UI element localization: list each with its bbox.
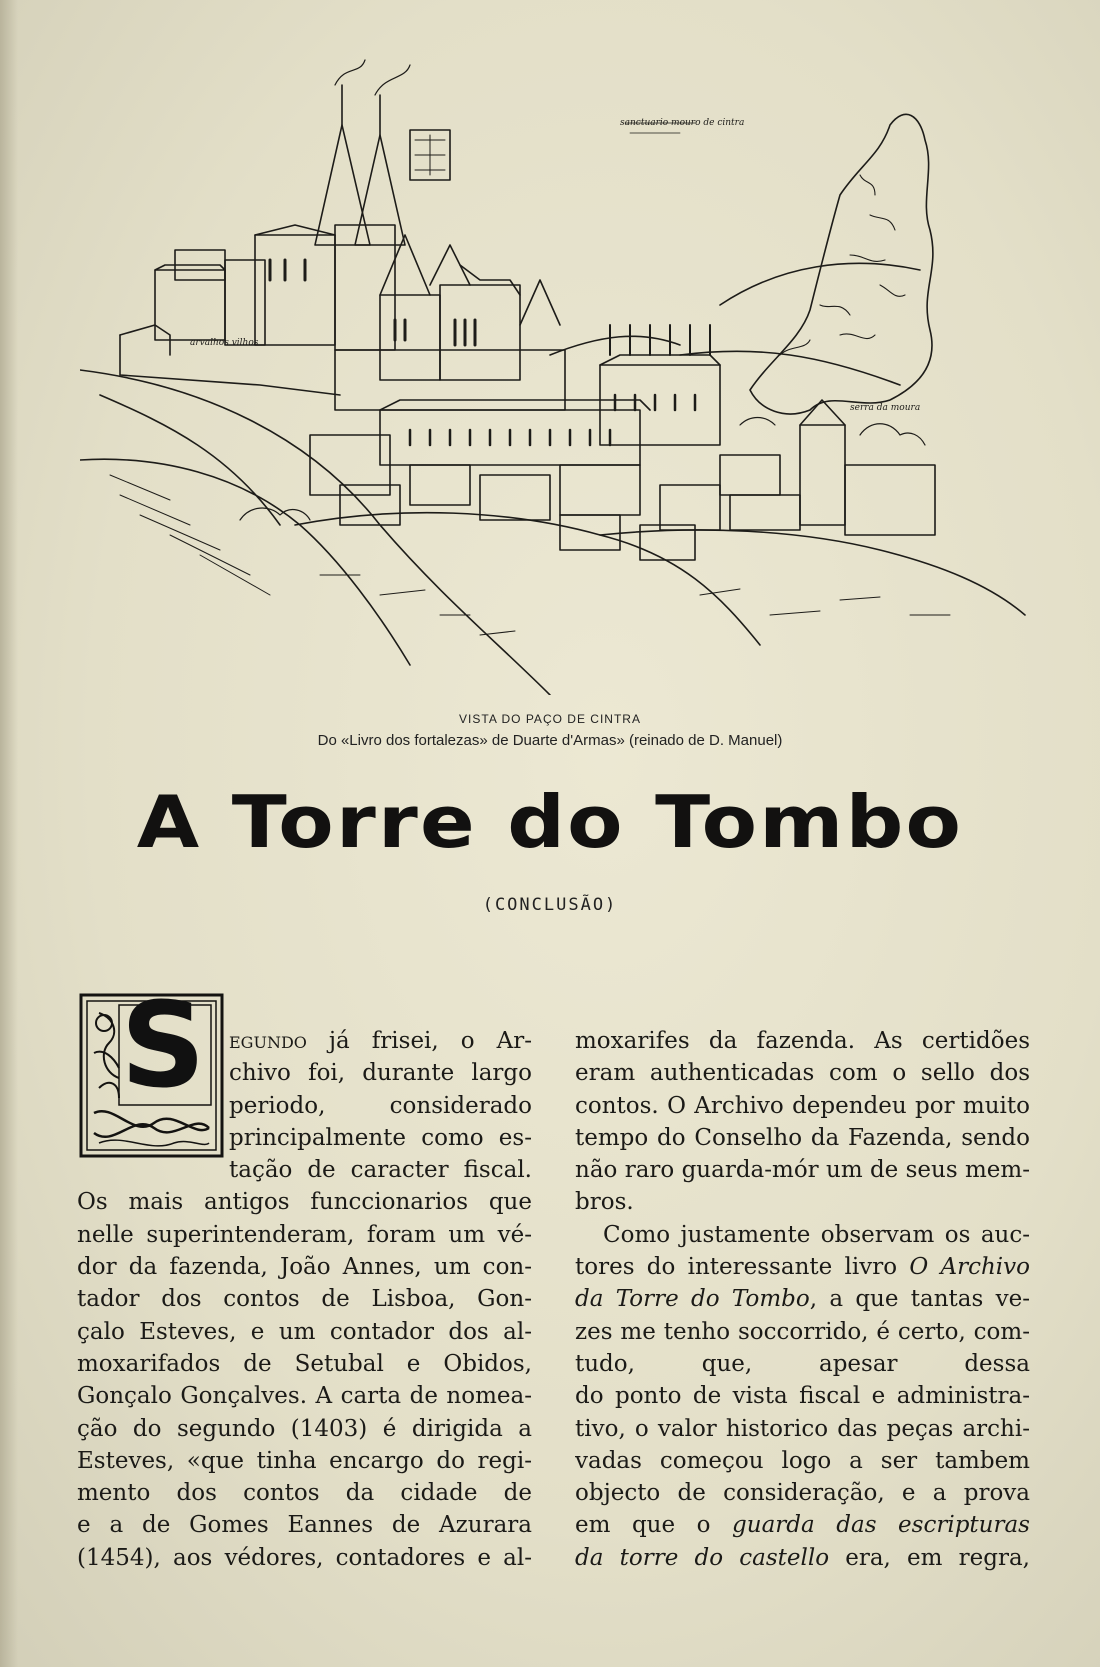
text-line (575, 1251, 1030, 1283)
text-line: tivo, o valor historico das peças archi- (575, 1415, 1030, 1442)
small-caps-word: egundo (229, 1028, 307, 1054)
italic-title: O Archivo (909, 1254, 1030, 1281)
text-span: já frisei, o Ar- (306, 1028, 532, 1054)
text-line: tempo do Conselho da Fazenda, sendo (575, 1124, 1030, 1151)
text-line: Esteves, «que tinha encargo do regi- (77, 1447, 532, 1474)
text-line (77, 1025, 532, 1057)
text-line: moxarifes da fazenda. As certidões (575, 1028, 1030, 1054)
text-line: e a de Gomes Eannes de Azurara (77, 1512, 532, 1539)
text-span: em que o (575, 1512, 733, 1539)
text-line: do ponto de vista fiscal e administra- (575, 1383, 1030, 1410)
text-line: principalmente como es- (229, 1124, 532, 1151)
text-line: não raro guarda-mór um de seus mem- (575, 1157, 1030, 1184)
illustration-label: arvalhos vilhos (190, 338, 259, 348)
palace-illustration (80, 55, 1030, 695)
text-line: eram authenticadas com o sello dos (575, 1060, 1030, 1087)
text-line: chivo foi, durante largo (229, 1060, 532, 1087)
text-line: periodo, considerado (229, 1092, 532, 1119)
text-line: objecto de consideração, e a prova (575, 1480, 1030, 1507)
text-line: Os mais antigos funccionarios que (77, 1189, 532, 1216)
illustration-label: serra da moura (850, 403, 921, 413)
dropcap-letter: S (120, 976, 206, 1114)
illustration-label: sanctuario mouro de cintra (620, 118, 745, 128)
text-line: tador dos contos de Lisboa, Gon- (77, 1286, 532, 1313)
text-line (575, 1542, 1030, 1574)
article-subtitle: (CONCLUSÃO) (482, 895, 618, 915)
italic-title: da Torre do Tombo (575, 1286, 810, 1313)
text-line: contos. O Archivo dependeu por muito (575, 1092, 1030, 1119)
text-line: Como justamente observam os auc- (603, 1221, 1030, 1248)
text-line: mento dos contos da cidade de (77, 1480, 532, 1507)
text-line: zes me tenho soccorrido, é certo, com- (575, 1318, 1030, 1345)
text-line: bros. (575, 1189, 634, 1216)
article-title: A Torre do Tombo (136, 780, 964, 864)
caption-source: Do «Livro dos fortalezas» de Duarte d'Armas» (reinado de D. Manuel) (317, 732, 783, 749)
text-line (575, 1509, 1030, 1541)
text-line: tação de caracter fiscal. (229, 1157, 532, 1184)
text-line: çalo Esteves, e um contador dos al- (77, 1318, 532, 1345)
text-line: vadas começou logo a ser tambem (575, 1447, 1030, 1474)
text-line: Gonçalo Gonçalves. A carta de nomea- (77, 1383, 532, 1410)
text-span: tores do interessante livro (575, 1254, 910, 1281)
text-line: (1454), aos védores, contadores e al- (77, 1544, 532, 1571)
italic-phrase: da torre do castello (575, 1544, 830, 1571)
text-column-right (575, 1025, 1030, 1574)
italic-phrase: guarda das escripturas (732, 1512, 1030, 1539)
text-span: , a que tantas ve- (809, 1286, 1030, 1313)
text-span: era, em regra, (829, 1544, 1030, 1571)
text-line: tudo, que, apesar dessa (575, 1350, 1030, 1377)
text-line (575, 1283, 1030, 1315)
caption-title: VISTA DO PAÇO DE CINTRA (459, 712, 641, 726)
text-line: dor da fazenda, João Annes, um con- (77, 1254, 532, 1281)
text-column-left (77, 1025, 532, 1574)
text-line: nelle superintenderam, foram um vé- (77, 1221, 532, 1248)
text-line: ção do segundo (1403) é dirigida a (77, 1415, 532, 1442)
text-line: moxarifados de Setubal e Obidos, (77, 1350, 532, 1377)
page-gutter-shadow (0, 0, 18, 1667)
